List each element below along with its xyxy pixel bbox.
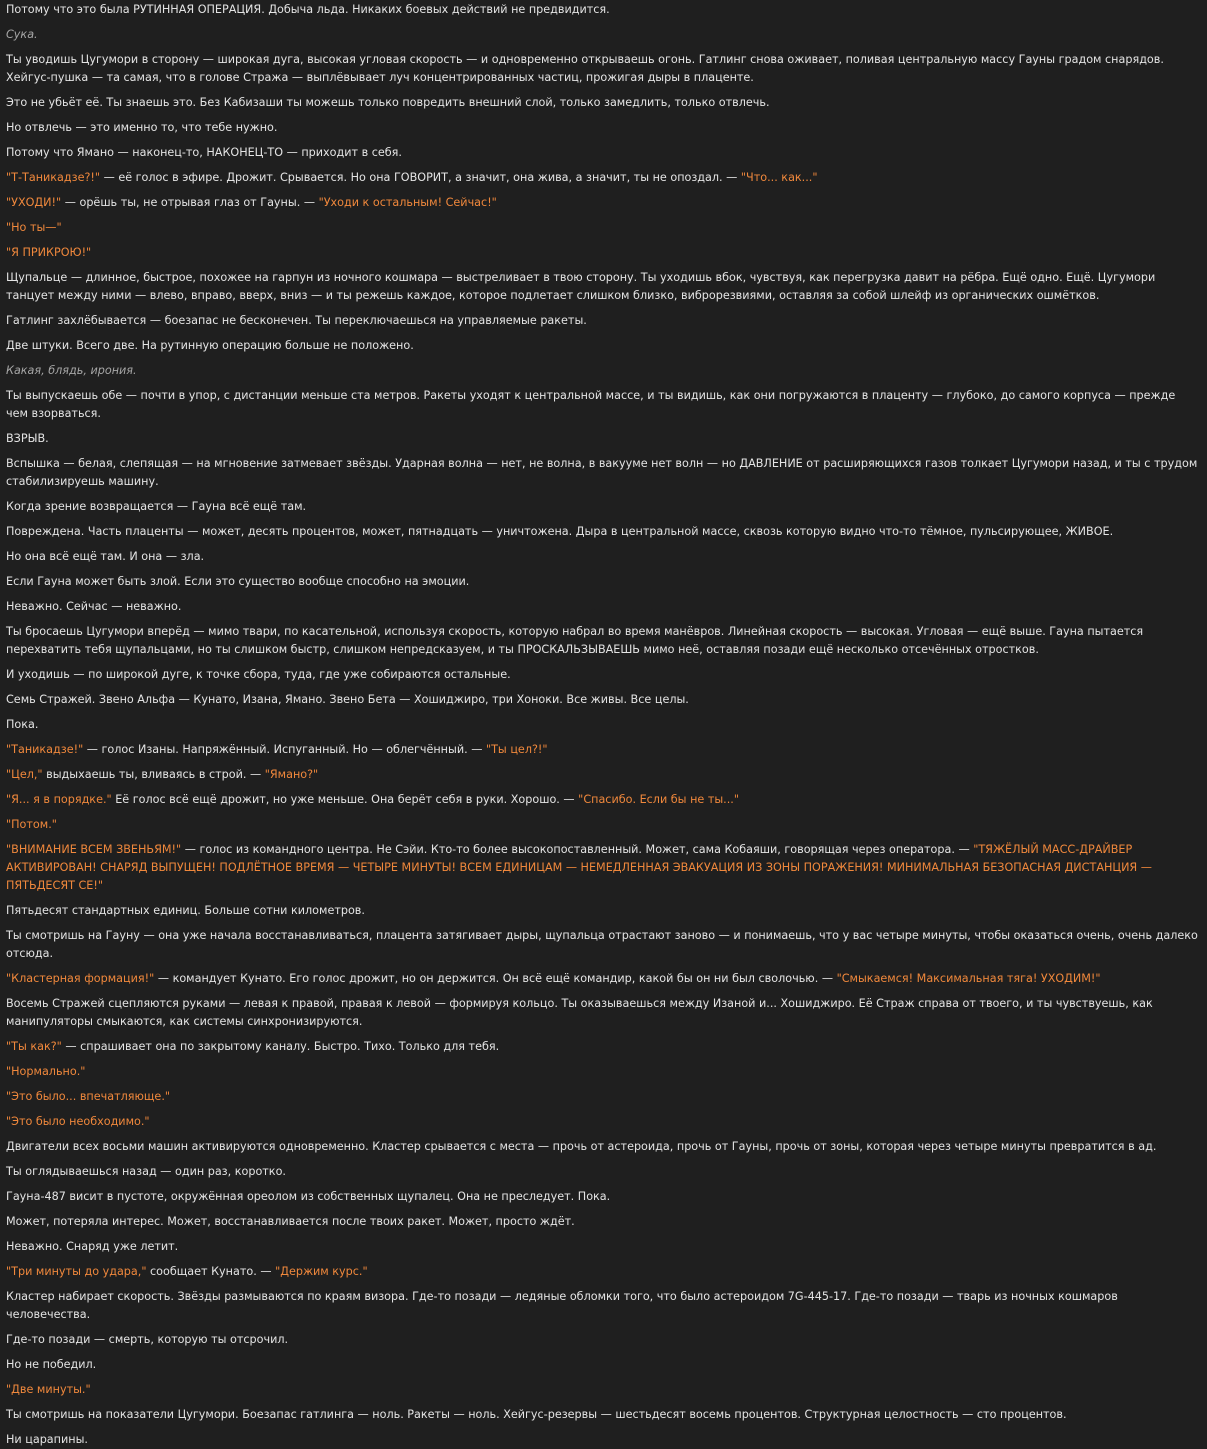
narration-text: — её голос в эфире. Дрожит. Срывается. Но она ГОВОРИТ, а значит, она жива, а значит, ты не опоздал. —: [100, 171, 741, 184]
story-paragraph: [6, 455, 1199, 491]
narration-text: Ни царапины.: [6, 1433, 88, 1446]
narration-text: Восемь Стражей сцепляются руками — левая к правой, правая к левой — формируя кольцо. Ты оказываешься между Изаной и... Хошиджиро. Её Страж справа от твоего, и ты чувствуешь, как манипуляторы смыкаются, как системы синхронизируются.: [6, 997, 1153, 1028]
story-paragraph: [6, 169, 1199, 187]
story-paragraph: [6, 312, 1199, 330]
story-paragraph: [6, 1188, 1199, 1206]
story-paragraph: [6, 902, 1199, 920]
dialogue-line: "Спасибо. Если бы не ты...": [578, 793, 739, 806]
story-paragraph: [6, 598, 1199, 616]
story-paragraph: [6, 194, 1199, 212]
narration-text: Семь Стражей. Звено Альфа — Кунато, Изана, Ямано. Звено Бета — Хошиджиро, три Хоноки. Все живы. Все целы.: [6, 693, 689, 706]
narration-text: Гатлинг захлёбывается — боезапас не бесконечен. Ты переключаешься на управляемые ракеты.: [6, 314, 587, 327]
narration-text: Это не убьёт её. Ты знаешь это. Без Кабизаши ты можешь только повредить внешний слой, только замедлить, только отвлечь.: [6, 96, 770, 109]
story-paragraph: [6, 337, 1199, 355]
story-paragraph: [6, 1238, 1199, 1256]
story-paragraph: [6, 548, 1199, 566]
narration-text: — голос Изаны. Напряжённый. Испуганный. Но — облегчённый. —: [83, 743, 486, 756]
story-paragraph: [6, 1331, 1199, 1349]
narration-text: Щупальце — длинное, быстрое, похожее на гарпун из ночного кошмара — выстреливает в твою сторону. Ты уходишь вбок, чувствуя, как перегрузка давит на рёбра. Ещё одно. Ещё. Цугумори танцует между ними — влево, вправо, вверх, вниз — и ты режешь каждое, которое подлетает слишком близко, виброрезвиями, оставляя за собой шлейф из органических ошмётков.: [6, 271, 1156, 302]
narration-text: сообщает Кунато. —: [146, 1265, 276, 1278]
story-paragraph: [6, 816, 1199, 834]
story-paragraph: [6, 841, 1199, 895]
narration-text: Но она всё ещё там. И она — зла.: [6, 550, 205, 563]
story-paragraph: [6, 219, 1199, 237]
dialogue-line: "Таникадзе!": [6, 743, 84, 756]
story-paragraph: [6, 1431, 1199, 1449]
narration-text: Ты выпускаешь обе — почти в упор, с дистанции меньше ста метров. Ракеты уходят к центральной массе, и ты видишь, как они погружаются в плаценту — глубоко, до самого корпуса — прежде чем взорваться.: [6, 389, 1176, 420]
dialogue-line: "Цел,": [6, 768, 43, 781]
story-paragraph: [6, 144, 1199, 162]
story-paragraph: [6, 94, 1199, 112]
story-paragraph: [6, 362, 1199, 380]
narration-text: Если Гауна может быть злой. Если это существо вообще способно на эмоции.: [6, 575, 470, 588]
story-paragraph: [6, 1263, 1199, 1281]
narration-text: Ты смотришь на Гауну — она уже начала восстанавливаться, плацента затягивает дыры, щупальца отрастают заново — и понимаешь, что у вас четыре минуты, чтобы оказаться очень, очень далеко отсюда.: [6, 929, 1198, 960]
story-paragraph: [6, 26, 1199, 44]
narration-text: Ты бросаешь Цугумори вперёд — мимо твари, по касательной, используя скорость, которую набрал во время манёвров. Линейная скорость — высокая. Угловая — ещё выше. Гауна пытается перехватить тебя щупальцами, но ты слишком быстр, слишком непредсказуем, и ты ПРОСКАЛЬЗЫВАЕШЬ мимо неё, оставляя позади ещё несколько отсечённых отростков.: [6, 625, 1144, 656]
dialogue-line: "Смыкаемся! Максимальная тяга! УХОДИМ!": [836, 972, 1101, 985]
narration-text: Неважно. Сейчас — неважно.: [6, 600, 182, 613]
dialogue-line: "Ты как?": [6, 1040, 62, 1053]
narration-text: Где-то позади — смерть, которую ты отсрочил.: [6, 1333, 289, 1346]
story-paragraph: [6, 119, 1199, 137]
story-paragraph: [6, 970, 1199, 988]
dialogue-line: "Это было... впечатляюще.": [6, 1090, 171, 1103]
story-paragraph: [6, 51, 1199, 87]
narration-text: Потому что это была РУТИННАЯ ОПЕРАЦИЯ. Добыча льда. Никаких боевых действий не предвидится.: [6, 3, 610, 16]
narration-text: Ты смотришь на показатели Цугумори. Боезапас гатлинга — ноль. Ракеты — ноль. Хейгус-резервы — шестьдесят восемь процентов. Структурная целостность — сто процентов.: [6, 1408, 1067, 1421]
dialogue-line: "Ямано?": [264, 768, 319, 781]
narration-text: — орёшь ты, не отрывая глаз от Гауны. —: [61, 196, 319, 209]
dialogue-line: "Я ПРИКРОЮ!": [6, 246, 92, 259]
narration-text: Повреждена. Часть плаценты — может, десять процентов, может, пятнадцать — уничтожена. Дыра в центральной массе, сквозь которую видно что-то тёмное, пульсирующее, ЖИВОЕ.: [6, 525, 1114, 538]
narration-text: Но отвлечь — это именно то, что тебе нужно.: [6, 121, 278, 134]
inner-thought: Какая, блядь, ирония.: [6, 364, 137, 377]
dialogue-line: "Что... как...": [740, 171, 818, 184]
story-paragraph: [6, 1038, 1199, 1056]
story-paragraph: [6, 741, 1199, 759]
story-paragraph: [6, 387, 1199, 423]
dialogue-line: "Уходи к остальным! Сейчас!": [318, 196, 497, 209]
narration-text: выдыхаешь ты, вливаясь в строй. —: [42, 768, 265, 781]
story-paragraph: [6, 1063, 1199, 1081]
dialogue-line: "Но ты—": [6, 221, 62, 234]
story-paragraph: [6, 523, 1199, 541]
narration-text: Вспышка — белая, слепящая — на мгновение затмевает звёзды. Ударная волна — нет, не волна, в вакууме нет волн — но ДАВЛЕНИЕ от расширяющихся газов толкает Цугумори назад, и ты с трудом стабилизируешь машину.: [6, 457, 1198, 488]
story-paragraph: [6, 1406, 1199, 1424]
story-paragraph: [6, 244, 1199, 262]
story-paragraph: [6, 995, 1199, 1031]
narration-text: Гауна-487 висит в пустоте, окружённая ореолом из собственных щупалец. Она не преследует. Пока.: [6, 1190, 611, 1203]
dialogue-line: "Я... я в порядке.": [6, 793, 112, 806]
story-paragraph: [6, 716, 1199, 734]
story-paragraph: [6, 791, 1199, 809]
dialogue-line: "ВНИМАНИЕ ВСЕМ ЗВЕНЬЯМ!": [6, 843, 182, 856]
narration-text: Ты оглядываешься назад — один раз, коротко.: [6, 1165, 286, 1178]
story-paragraph: [6, 1, 1199, 19]
narration-text: Неважно. Снаряд уже летит.: [6, 1240, 179, 1253]
narration-text: Но не победил.: [6, 1358, 97, 1371]
narration-text: Двигатели всех восьми машин активируются одновременно. Кластер срывается с места — прочь от астероида, прочь от Гауны, прочь от зоны, которая через четыре минуты превратится в ад.: [6, 1140, 1157, 1153]
story-paragraph: [6, 1356, 1199, 1374]
dialogue-line: "Нормально.": [6, 1065, 86, 1078]
story-paragraph: [6, 623, 1199, 659]
dialogue-line: "Потом.": [6, 818, 57, 831]
narration-text: Пятьдесят стандартных единиц. Больше сотни километров.: [6, 904, 365, 917]
story-paragraph: [6, 666, 1199, 684]
story-paragraph: [6, 1163, 1199, 1181]
dialogue-line: "Держим курс.": [275, 1265, 368, 1278]
narration-text: Может, потеряла интерес. Может, восстанавливается после твоих ракет. Может, просто ждёт.: [6, 1215, 575, 1228]
story-paragraph: [6, 1138, 1199, 1156]
narration-text: Кластер набирает скорость. Звёзды размываются по краям визора. Где-то позади — ледяные обломки того, что было астероидом 7G-445-17. Где-то позади — тварь из ночных кошмаров человечества.: [6, 1290, 1118, 1321]
story-paragraph: [6, 1213, 1199, 1231]
story-paragraph: [6, 498, 1199, 516]
story-paragraph: [6, 766, 1199, 784]
narration-text: И уходишь — по широкой дуге, к точке сбора, туда, где уже собираются остальные.: [6, 668, 511, 681]
narration-text: ВЗРЫВ.: [6, 432, 49, 445]
dialogue-line: "Это было необходимо.": [6, 1115, 150, 1128]
story-paragraph: [6, 1288, 1199, 1324]
story-paragraph: [6, 430, 1199, 448]
story-paragraph: [6, 1088, 1199, 1106]
narration-text: Её голос всё ещё дрожит, но уже меньше. Она берёт себя в руки. Хорошо. —: [111, 793, 579, 806]
narration-text: Две штуки. Всего две. На рутинную операцию больше не положено.: [6, 339, 414, 352]
story-paragraph: [6, 1113, 1199, 1131]
narration-text: — спрашивает она по закрытому каналу. Быстро. Тихо. Только для тебя.: [61, 1040, 500, 1053]
story-paragraph: [6, 269, 1199, 305]
story-paragraph: [6, 691, 1199, 709]
narration-text: Пока.: [6, 718, 39, 731]
dialogue-line: "Т-Таникадзе?!": [6, 171, 101, 184]
narration-text: Когда зрение возвращается — Гауна всё ещё там.: [6, 500, 307, 513]
narration-text: — голос из командного центра. Не Сэйи. Кто-то более высокопоставленный. Может, сама Кобаяши, говорящая через оператора. —: [181, 843, 974, 856]
story-paragraph: [6, 1381, 1199, 1399]
dialogue-line: "Кластерная формация!": [6, 972, 155, 985]
dialogue-line: "УХОДИ!": [6, 196, 62, 209]
narration-text: — командует Кунато. Его голос дрожит, но он держится. Он всё ещё командир, какой бы он ни был сволочью. —: [154, 972, 837, 985]
story-paragraph: [6, 927, 1199, 963]
dialogue-line: "Ты цел?!": [485, 743, 548, 756]
story-paragraph: [6, 573, 1199, 591]
narration-text: Ты уводишь Цугумори в сторону — широкая дуга, высокая угловая скорость — и одновременно открываешь огонь. Гатлинг снова оживает, поливая центральную массу Гауны градом снарядов. Хейгус-пушка — та самая, что в голове Стража — выплёвывает луч концентрированных частиц, прожигая дыры в плаценте.: [6, 53, 1164, 84]
dialogue-line: "Две минуты.": [6, 1383, 91, 1396]
narration-text: Потому что Ямано — наконец-то, НАКОНЕЦ-ТО — приходит в себя.: [6, 146, 402, 159]
dialogue-line: "Три минуты до удара,": [6, 1265, 147, 1278]
inner-thought: Сука.: [6, 28, 38, 41]
dialogue-line: "ТЯЖЁЛЫЙ МАСС-ДРАЙВЕР АКТИВИРОВАН! СНАРЯД ВЫПУЩЕН! ПОДЛЁТНОЕ ВРЕМЯ — ЧЕТЫРЕ МИНУТЫ! ВСЕМ ЕДИНИЦАМ — НЕМЕДЛЕННАЯ ЭВАКУАЦИЯ ИЗ ЗОНЫ ПОРАЖЕНИЯ! МИНИМАЛЬНАЯ БЕЗОПАСНАЯ ДИСТАНЦИЯ — ПЯТЬДЕСЯТ СЕ!": [6, 843, 1152, 892]
